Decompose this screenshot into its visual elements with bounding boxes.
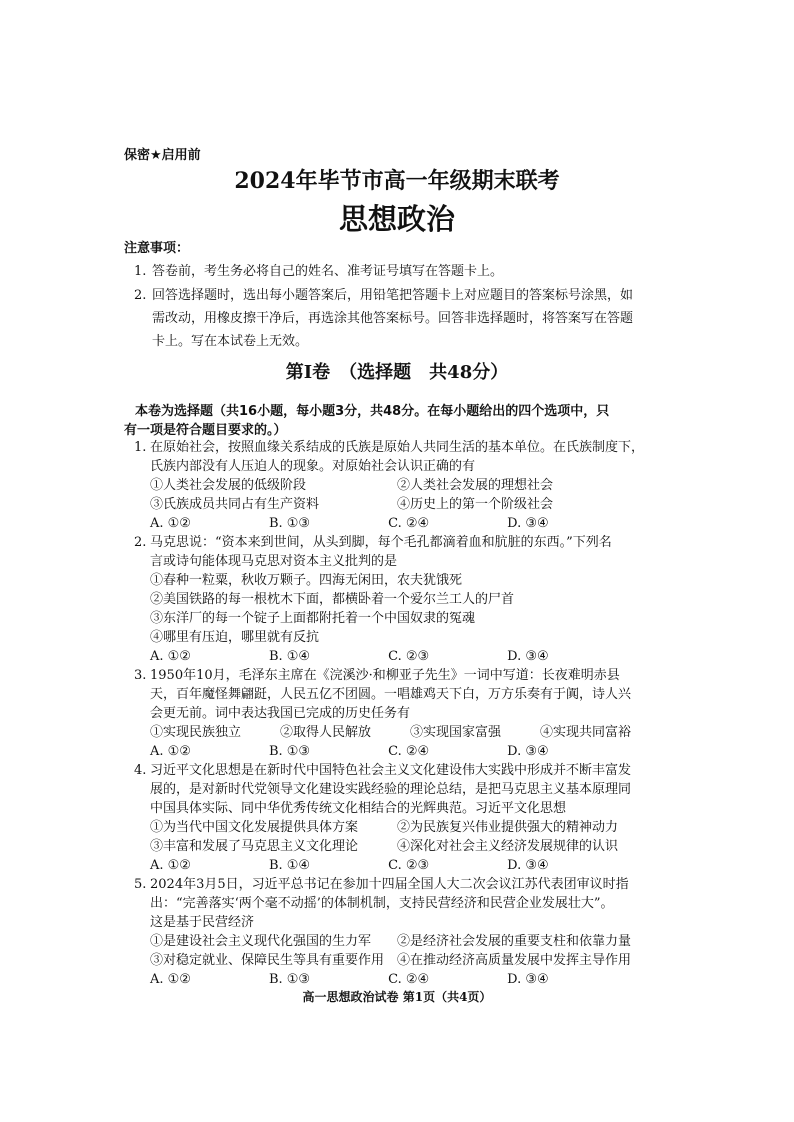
question-text: 在原始社会，按照血缘关系结成的氏族是原始人共同生活的基本单位。在氏族制度下，: [150, 440, 645, 455]
question-text: ①为当代中国文化发展提供具体方案 ②为民族复兴伟业提供强大的精神动力: [150, 820, 619, 835]
subject-title: 思想政治: [338, 202, 455, 236]
question-line: [134, 683, 631, 702]
question-text: 言或诗句能体现马克思对资本主义批判的是: [150, 554, 398, 569]
question-text: 天，百年魔怪舞翩跹，人民五亿不团圆。一唱雄鸡天下白，万方乐奏有于阗，诗人兴: [150, 687, 632, 702]
question-line: [134, 588, 514, 607]
page-footer: 高一思想政治试卷 第1页（共4页）: [302, 990, 492, 1004]
question-line: [134, 892, 614, 911]
notice-number: 2.: [134, 288, 147, 303]
question-number: 3.: [134, 668, 147, 683]
section-intro-line: 有一项是符合题目要求的。）: [124, 423, 287, 438]
question-line: [134, 474, 553, 493]
question-line: [134, 797, 566, 816]
notice-heading: 注意事项：: [124, 241, 190, 256]
question-line: [134, 493, 553, 512]
question-stem-line: [134, 664, 620, 683]
section-intro-line: 本卷为选择题（共16小题，每小题3分，共48分。在每小题给出的四个选项中，只: [135, 404, 610, 419]
question-text: 会更无前。词中表达我国已完成的历史任务有: [150, 706, 411, 721]
confidential-label: 保密★启用前: [124, 148, 201, 163]
question-number: 2.: [134, 535, 147, 550]
notice-text: 回答选择题时，选出每小题答案后，用铅笔把答题卡上对应题目的答案标号涂黑，如: [152, 288, 634, 303]
question-stem-line: [134, 873, 629, 892]
question-line: [134, 721, 631, 740]
question-text: 出：“完善落实‘两个毫不动摇’的体制机制，支持民营经济和民营企业发展壮大”。: [150, 896, 614, 911]
question-line: [134, 835, 618, 854]
question-text: ①人类社会发展的低级阶段 ②人类社会发展的理想社会: [150, 478, 554, 493]
question-text: 这是基于民营经济: [150, 915, 255, 930]
question-line: [134, 968, 549, 987]
question-line: [134, 645, 549, 664]
question-text: 习近平文化思想是在新时代中国特色社会主义文化建设伟大实践中形成并不断丰富发: [150, 763, 632, 778]
question-line: [134, 930, 631, 949]
exam-title: 2024年毕节市高一年级期末联考: [234, 168, 560, 194]
notice-item: [134, 330, 308, 349]
question-text: A. ①② B. ①④ C. ②③ D. ③④: [150, 858, 549, 873]
question-number: 4.: [134, 763, 147, 778]
question-text: ④哪里有压迫，哪里就有反抗: [150, 630, 320, 645]
question-text: ③氏族成员共同占有生产资料 ④历史上的第一个阶级社会: [150, 497, 554, 512]
notice-item: [134, 307, 633, 326]
question-line: [134, 702, 410, 721]
question-line: [134, 740, 549, 759]
question-text: 1950年10月，毛泽东主席在《浣溪沙·和柳亚子先生》一词中写道：长夜难明赤县: [150, 668, 620, 683]
question-text: 2024年3月5日，习近平总书记在参加十四届全国人大二次会议江苏代表团审议时指: [150, 877, 629, 892]
notice-text: 需改动，用橡皮擦干净后，再选涂其他答案标号。回答非选择题时，将答案写在答题: [152, 311, 634, 326]
question-text: ②美国铁路的每一根枕木下面，都横卧着一个爱尔兰工人的尸首: [150, 592, 515, 607]
notice-text: 卡上。写在本试卷上无效。: [152, 334, 309, 349]
question-text: A. ①② B. ①③ C. ②④ D. ③④: [150, 516, 549, 531]
question-line: [134, 550, 397, 569]
question-text: 展的，是对新时代党领导文化建设实践经验的理论总结，是把马克思主义基本原理同: [150, 782, 632, 797]
question-text: 中国具体实际、同中华优秀传统文化相结合的光辉典范。习近平文化思想: [150, 801, 567, 816]
notice-item: [134, 284, 633, 303]
question-text: ①实现民族独立 ②取得人民解放 ③实现国家富强 ④实现共同富裕: [150, 725, 632, 740]
question-stem-line: [134, 436, 644, 455]
question-text: 氏族内部没有人压迫人的现象。对原始社会认识正确的有: [150, 459, 476, 474]
notice-item: [134, 260, 503, 279]
question-line: [134, 778, 631, 797]
question-line: [134, 911, 254, 930]
question-text: 马克思说：“资本来到世间，从头到脚，每个毛孔都滴着血和肮脏的东西。”下列名: [150, 535, 612, 550]
question-text: A. ①② B. ①④ C. ②③ D. ③④: [150, 649, 549, 664]
question-line: [134, 607, 475, 626]
section-title: 第Ⅰ卷 （选择题 共48分）: [285, 362, 509, 383]
question-line: [134, 455, 475, 474]
question-number: 1.: [134, 440, 147, 455]
question-stem-line: [134, 759, 631, 778]
question-text: ①春种一粒粟，秋收万颗子。四海无闲田，农夫犹饿死: [150, 573, 463, 588]
question-line: [134, 816, 618, 835]
question-line: [134, 854, 549, 873]
question-text: ③对稳定就业、保障民生等具有重要作用 ④在推动经济高质量发展中发挥主导作用: [150, 953, 632, 968]
question-line: [134, 626, 319, 645]
question-text: ①是建设社会主义现代化强国的生力军 ②是经济社会发展的重要支柱和依靠力量: [150, 934, 632, 949]
question-line: [134, 512, 549, 531]
question-text: A. ①② B. ①③ C. ②④ D. ③④: [150, 972, 549, 987]
question-line: [134, 569, 462, 588]
question-number: 5.: [134, 877, 147, 892]
notice-text: 答卷前，考生务必将自己的姓名、准考证号填写在答题卡上。: [152, 264, 504, 279]
question-text: ③东洋厂的每一个锭子上面都附托着一个中国奴隶的冤魂: [150, 611, 476, 626]
question-line: [134, 949, 631, 968]
notice-number: 1.: [134, 264, 147, 279]
question-text: ③丰富和发展了马克思主义文化理论 ④深化对社会主义经济发展规律的认识: [150, 839, 619, 854]
question-stem-line: [134, 531, 612, 550]
question-text: A. ①② B. ①③ C. ②④ D. ③④: [150, 744, 549, 759]
